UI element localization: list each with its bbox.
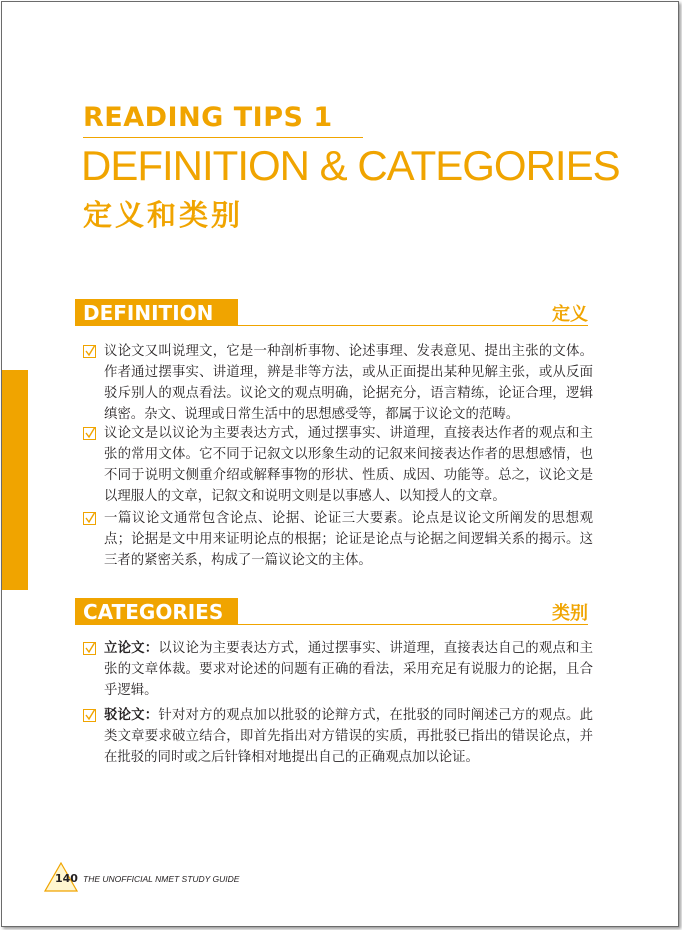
side-tab-marker bbox=[2, 370, 28, 590]
definition-item bbox=[83, 508, 593, 571]
page-title: DEFINITION & CATEGORIES bbox=[81, 142, 620, 189]
categories-heading-bar bbox=[75, 598, 238, 625]
categories-heading: CATEGORIES bbox=[83, 600, 224, 624]
definition-item-text: 议论文是以议论为主要表达方式，通过摆事实、讲道理，直接表达作者的观点和主张的常用文体。它不同于记叙文以形象生动的记叙来间接表达作者的思想感情，也不同于说明文侧重介绍或解释事物的形状、性质、成因、功能等。总之，议论文是以理服人的文章，记叙文和说明文则是以事感人、以知授人的文章。 bbox=[104, 426, 593, 504]
checkbox-icon bbox=[83, 427, 96, 440]
checkbox-icon bbox=[83, 345, 96, 358]
category-item bbox=[83, 705, 593, 768]
category-item bbox=[83, 638, 593, 701]
categories-section-header bbox=[75, 598, 588, 625]
definition-heading: DEFINITION bbox=[83, 301, 214, 325]
reading-tips-label: READING TIPS 1 bbox=[83, 102, 333, 133]
definition-item bbox=[83, 341, 593, 425]
definition-section-header bbox=[75, 299, 588, 326]
definition-item-text: 议论文又叫说理文，它是一种剖析事物、论述事理、发表意见、提出主张的文体。作者通过摆事实、讲道理，辨是非等方法，或从正面提出某种见解主张，或从反面驳斥别人的观点看法。议论文的观点明确，论据充分，语言精练，论证合理，逻辑缜密。杂文、说理或日常生活中的思想感受等，都属于议论文的范畴。 bbox=[104, 344, 593, 422]
page-title-cn: 定义和类别 bbox=[83, 198, 244, 232]
checkbox-icon bbox=[83, 709, 96, 722]
definition-item-text: 一篇议论文通常包含论点、论据、论证三大要素。论点是议论文所阐发的思想观点；论据是文中用来证明论点的根据；论证是论点与论据之间逻辑关系的揭示。这三者的紧密关系，构成了一篇议论文的主体。 bbox=[104, 511, 593, 568]
categories-heading-rule bbox=[238, 624, 588, 625]
categories-heading-cn: 类别 bbox=[552, 603, 588, 624]
category-item-text bbox=[104, 705, 593, 768]
checkbox-icon bbox=[83, 642, 96, 655]
checkbox-icon bbox=[83, 512, 96, 525]
header-rule bbox=[83, 137, 363, 138]
book-title-footer: THE UNOFFICIAL NMET STUDY GUIDE bbox=[83, 874, 240, 884]
category-item-text bbox=[104, 638, 593, 701]
definition-heading-cn: 定义 bbox=[552, 304, 588, 325]
category-term: 立论文： bbox=[104, 640, 159, 656]
definition-heading-bar bbox=[75, 299, 238, 326]
page-number: 140 bbox=[55, 872, 78, 885]
definition-item bbox=[83, 423, 593, 507]
definition-heading-rule bbox=[238, 325, 588, 326]
category-description: 以议论为主要表达方式，通过摆事实、讲道理，直接表达自己的观点和主张的文章体裁。要求对论述的问题有正确的看法，采用充足有说服力的论据，且合乎逻辑。 bbox=[104, 641, 594, 698]
category-term: 驳论文： bbox=[104, 707, 159, 723]
category-description: 针对对方的观点加以批驳的论辩方式，在批驳的同时阐述己方的观点。此类文章要求破立结合，即首先指出对方错误的实质，再批驳已指出的错误论点，并在批驳的同时或之后针锋相对地提出自己的正确观点加以论证。 bbox=[104, 708, 594, 765]
